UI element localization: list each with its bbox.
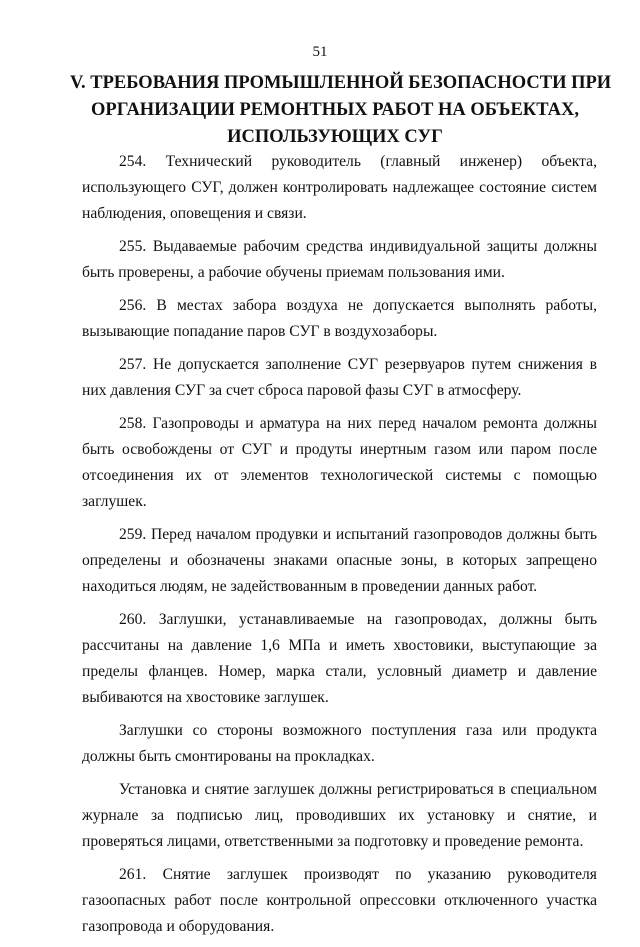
document-body [82,149,597,947]
heading-line-2: ОРГАНИЗАЦИИ РЕМОНТНЫХ РАБОТ НА ОБЪЕКТАХ, [91,100,579,120]
paragraph-257: 257. Не допускается заполнение СУГ резервуаров путем снижения в них давления СУГ за счет сброса паровой фазы СУГ в атмосферу. [82,356,597,399]
page-number: 51 [312,44,328,60]
section-heading [70,70,612,151]
paragraph-260: 260. Заглушки, устанавливаемые на газопроводах, должны быть рассчитаны на давление 1,6 МПа и иметь хвостовики, выступающие за пределы фланцев. Номер, марка стали, условный диаметр и давление выбиваются на хвостовике заглушек. [82,611,597,706]
paragraph-255: 255. Выдаваемые рабочим средства индивидуальной защиты должны быть проверены, а рабочие обучены приемам пользования ими. [82,238,597,281]
paragraph-254: 254. Технический руководитель (главный инженер) объекта, использующего СУГ, должен контролировать надлежащее состояние систем наблюдения, оповещения и связи. [82,153,597,222]
paragraph-256: 256. В местах забора воздуха не допускается выполнять работы, вызывающие попадание паров СУГ в воздухозаборы. [82,297,597,340]
paragraph-261: 261. Снятие заглушек производят по указанию руководителя газоопасных работ после контрольной опрессовки отключенного участка газопровода и оборудования. [82,866,597,935]
heading-line-1: V. ТРЕБОВАНИЯ ПРОМЫШЛЕННОЙ БЕЗОПАСНОСТИ ПРИ [70,73,612,93]
paragraph-259: 259. Перед началом продувки и испытаний газопроводов должны быть определены и обозначены знаками опасные зоны, в которых запрещено находиться людям, не задействованным в проведении данных работ. [82,526,597,595]
paragraph-260-gaskets: Заглушки со стороны возможного поступления газа или продукта должны быть смонтированы на прокладках. [82,722,597,765]
heading-line-3: ИСПОЛЬЗУЮЩИХ СУГ [227,127,443,147]
paragraph-260-registration: Установка и снятие заглушек должны регистрироваться в специальном журнале за подписью лиц, проводивших их установку и снятие, и проверяться лицами, ответственными за подготовку и проведение ремонта. [82,781,597,850]
paragraph-258: 258. Газопроводы и арматура на них перед началом ремонта должны быть освобождены от СУГ и продуты инертным газом или паром после отсоединения их от элементов технологической системы с помощью заглушек. [82,415,597,510]
